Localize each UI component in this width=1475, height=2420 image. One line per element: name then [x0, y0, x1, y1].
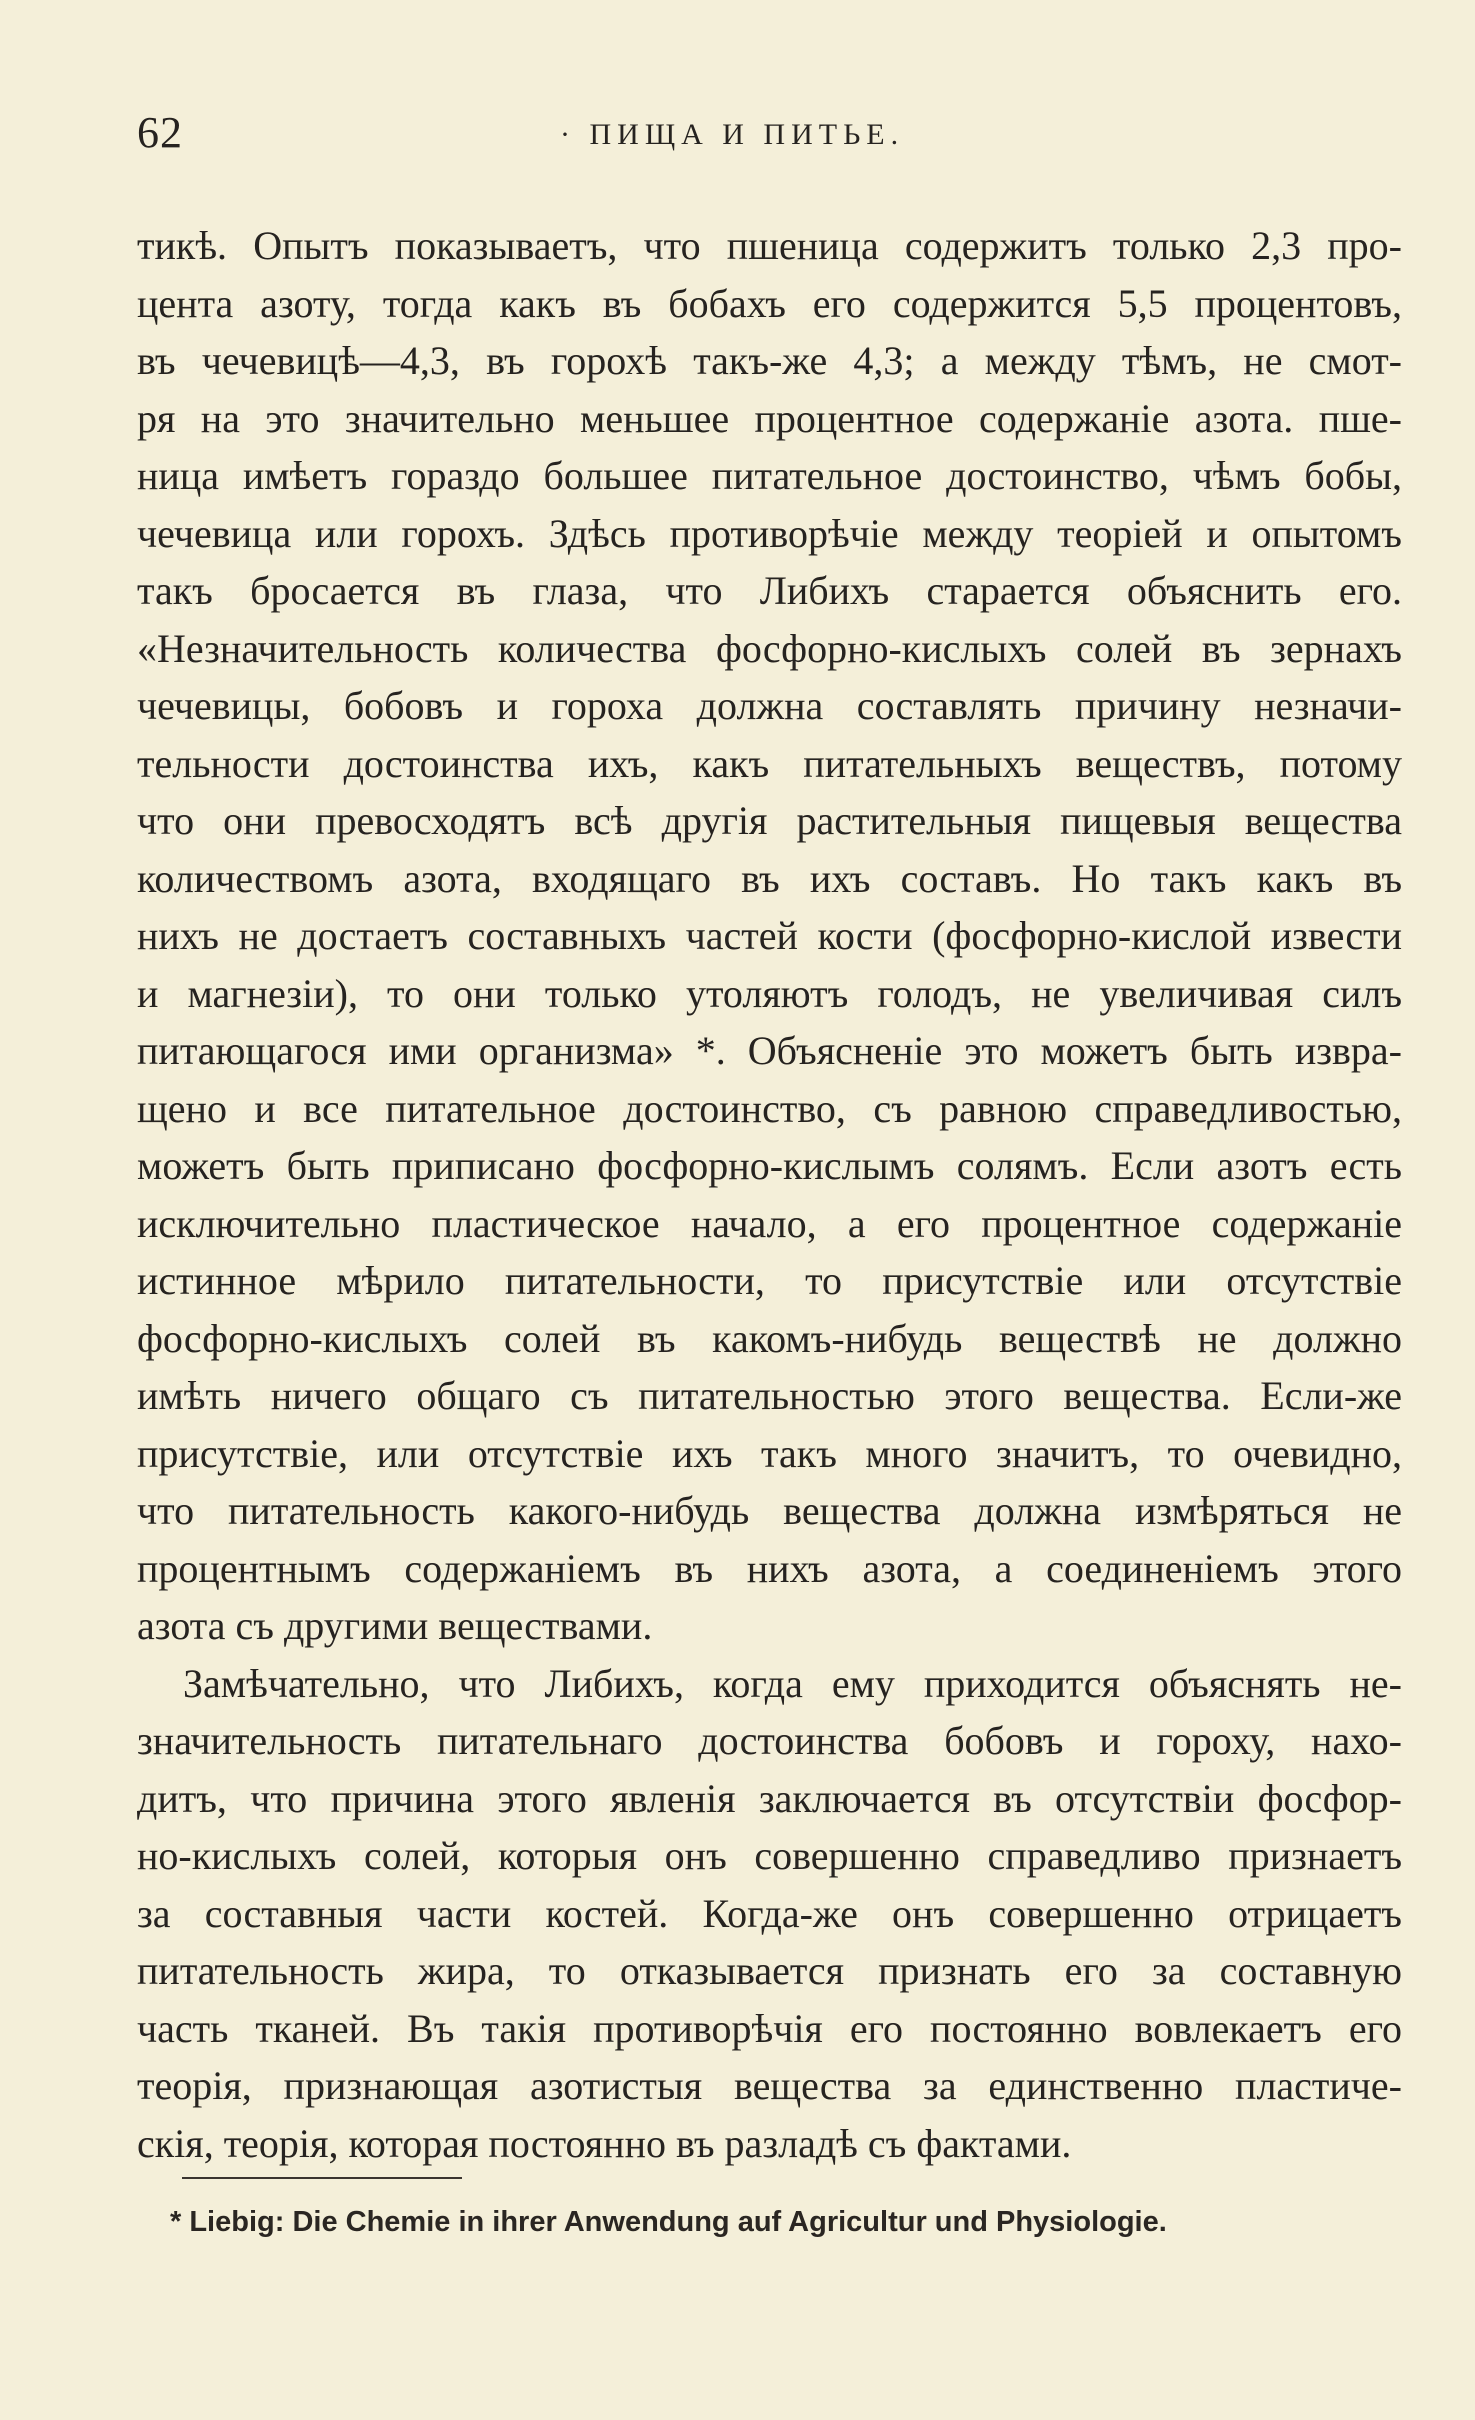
- footnote: * Liebig: Die Chemie in ihrer Anwendung auf Agricultur und Physiologie.: [170, 2206, 1167, 2238]
- paragraph-1: [137, 217, 1402, 1655]
- text-line: дитъ, что причина этого явленія заключается въ отсутствіи фосфор-: [137, 1775, 1402, 1821]
- text-line: чечевицы, бобовъ и гороха должна составлять причину незначи-: [137, 683, 1402, 728]
- text-line: Замѣчательно, что Либихъ, когда ему приходится объяснять не-: [183, 1660, 1402, 1706]
- text-line: имѣть ничего общаго съ питательностью этого вещества. Если-же: [137, 1373, 1402, 1418]
- text-line: тельности достоинства ихъ, какъ питательныхъ веществъ, потому: [137, 740, 1402, 786]
- text-line: фосфорно-кислыхъ солей въ какомъ-нибудь веществѣ не должно: [137, 1315, 1402, 1361]
- text-line: значительность питательнаго достоинства бобовъ и гороху, нахо-: [137, 1718, 1402, 1763]
- text-line: исключительно пластическое начало, а его процентное содержаніе: [137, 1200, 1402, 1246]
- page-number: 62: [137, 108, 183, 157]
- text-line: цента азоту, тогда какъ въ бобахъ его содержится 5,5 процентовъ,: [137, 280, 1402, 326]
- text-line: за составныя части костей. Когда-же онъ совершенно отрицаетъ: [137, 1890, 1402, 1936]
- text-line: что питательность какого-нибудь вещества должна измѣряться не: [137, 1488, 1402, 1533]
- text-line: въ чечевицѣ—4,3, въ горохѣ такъ-же 4,3; а между тѣмъ, не смот-: [137, 338, 1402, 383]
- text-line: щено и все питательное достоинство, съ равною справедливостью,: [137, 1085, 1402, 1131]
- text-line: такъ бросается въ глаза, что Либихъ старается объяснить его.: [137, 568, 1402, 613]
- text-line: можетъ быть приписано фосфорно-кислымъ солямъ. Если азотъ есть: [137, 1143, 1402, 1188]
- footnote-rule: [182, 2177, 462, 2179]
- text-line: часть тканей. Въ такія противорѣчія его постоянно вовлекаетъ его: [137, 2005, 1402, 2051]
- text-line: ря на это значительно меньшее процентное содержаніе азота. пше-: [137, 395, 1402, 441]
- text-line: питающагося ими организма» *. Объясненіе это можетъ быть извра-: [137, 1028, 1402, 1073]
- text-line: но-кислыхъ солей, которыя онъ совершенно справедливо признаетъ: [137, 1833, 1402, 1878]
- text-line: количествомъ азота, входящаго въ ихъ составъ. Но такъ какъ въ: [137, 855, 1402, 901]
- text-line: нихъ не достаетъ составныхъ частей кости (фосфорно-кислой извести: [137, 913, 1402, 958]
- main-text: [137, 217, 1402, 2172]
- text-line: истинное мѣрило питательности, то присутствіе или отсутствіе: [137, 1258, 1402, 1303]
- text-line: процентнымъ содержаніемъ въ нихъ азота, а соединеніемъ этого: [137, 1545, 1402, 1591]
- text-line: тикѣ. Опытъ показываетъ, что пшеница содержитъ только 2,3 про-: [137, 223, 1402, 268]
- text-line: теорія, признающая азотистыя вещества за единственно пластиче-: [137, 2063, 1402, 2108]
- text-line: ница имѣетъ гораздо большее питательное достоинство, чѣмъ бобы,: [137, 453, 1402, 498]
- text-line: скія, теорія, которая постоянно въ разладѣ съ фактами.: [137, 2120, 1072, 2166]
- text-line: питательность жира, то отказывается признать его за составную: [137, 1948, 1402, 1993]
- paragraph-2: [137, 1655, 1402, 2173]
- text-line: «Незначительность количества фосфорно-кислыхъ солей въ зернахъ: [137, 625, 1402, 671]
- text-line: азота съ другими веществами.: [137, 1603, 653, 1648]
- text-line: и магнезіи), то они только утоляютъ голодъ, не увеличивая силъ: [137, 970, 1402, 1016]
- text-line: что они превосходятъ всѣ другія растительныя пищевыя вещества: [137, 798, 1402, 843]
- text-line: чечевица или горохъ. Здѣсь противорѣчіе между теоріей и опытомъ: [137, 510, 1402, 556]
- running-title: · ПИЩА И ПИТЬЕ.: [560, 118, 905, 151]
- text-line: присутствіе, или отсутствіе ихъ такъ много значитъ, то очевидно,: [137, 1430, 1402, 1476]
